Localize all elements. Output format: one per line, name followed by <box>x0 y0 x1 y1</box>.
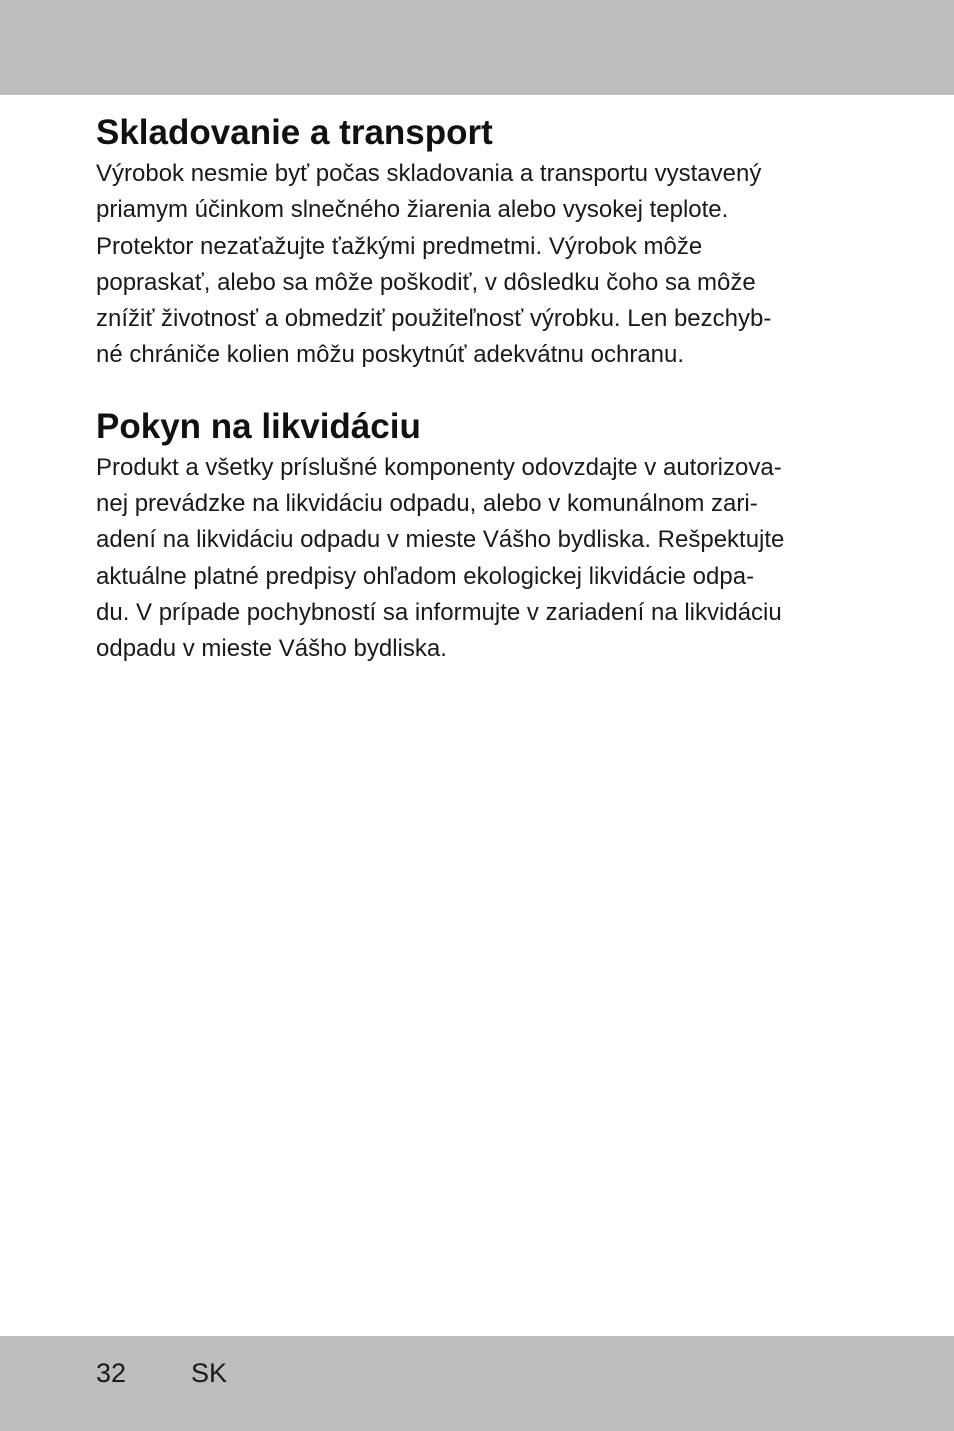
page-content <box>96 110 866 668</box>
text-line: odpadu v mieste Vášho bydliska. <box>96 635 447 663</box>
section-disposal <box>96 404 866 668</box>
text-line: adení na likvidáciu odpadu v mieste Vášho bydliska. Rešpektujte <box>96 526 785 554</box>
header-band <box>0 0 954 95</box>
section-spacer <box>96 374 866 404</box>
text-line: Protektor nezaťažujte ťažkými predmetmi. Výrobok môže <box>96 232 703 260</box>
text-line: priamym účinkom slnečného žiarenia alebo vysokej teplote. <box>96 196 729 224</box>
page-number: 32 <box>96 1358 127 1388</box>
text-line: popraskať, alebo sa môže poškodiť, v dôsledku čoho sa môže <box>96 268 756 296</box>
section-body <box>96 156 866 374</box>
section-storage-transport <box>96 110 866 374</box>
footer-band <box>0 1336 954 1431</box>
section-heading: Skladovanie a transport <box>96 113 493 152</box>
text-line: Produkt a všetky príslušné komponenty odovzdajte v autorizova- <box>96 453 782 481</box>
language-code: SK <box>191 1358 228 1388</box>
text-line: du. V prípade pochybností sa informujte v zariadení na likvidáciu <box>96 598 782 626</box>
text-line: né chrániče kolien môžu poskytnúť adekvátnu ochranu. <box>96 341 685 369</box>
text-line: Výrobok nesmie byť počas skladovania a transportu vystavený <box>96 160 762 187</box>
section-body <box>96 450 866 668</box>
text-line: znížiť životnosť a obmedziť použiteľnosť výrobku. Len bezchyb- <box>96 305 772 333</box>
text-line: nej prevádzke na likvidáciu odpadu, alebo v komunálnom zari- <box>96 490 758 518</box>
section-heading: Pokyn na likvidáciu <box>96 406 421 446</box>
text-line: aktuálne platné predpisy ohľadom ekologickej likvidácie odpa- <box>96 562 755 590</box>
